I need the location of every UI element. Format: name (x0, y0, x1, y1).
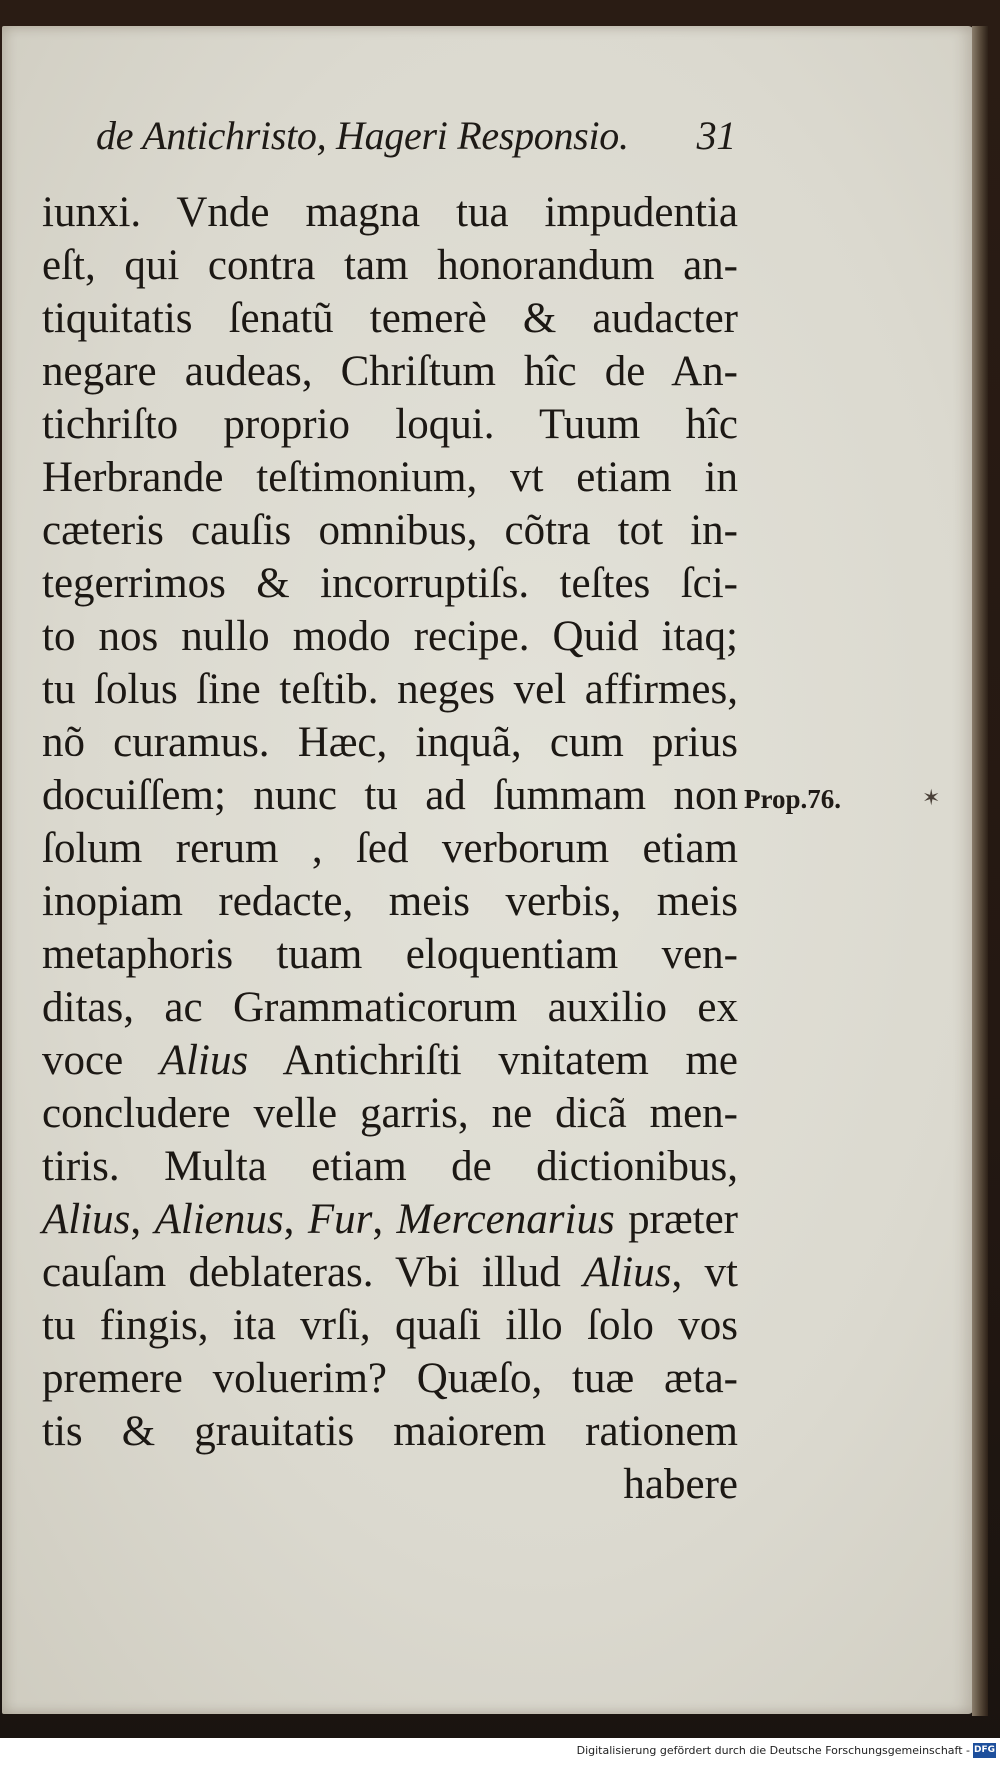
text-segment: , (372, 1196, 397, 1243)
text-line (42, 822, 738, 875)
text-segment: negare audeas, Chriſtum hîc de An- (42, 348, 738, 395)
text-line (42, 186, 738, 239)
body-text (42, 186, 738, 1511)
text-line (42, 981, 738, 1034)
text-segment: , (130, 1196, 155, 1243)
digitization-credit: Digitalisierung gefördert durch die Deutsche Forschungsgemeinschaft - (576, 1744, 970, 1757)
text-line (42, 1405, 738, 1458)
text-segment: to nos nullo modo recipe. Quid itaq; (42, 613, 738, 660)
text-line (42, 1034, 738, 1087)
text-segment: premere voluerim? Quæſo, tuæ æta- (42, 1355, 738, 1402)
text-segment: Antichriſti vnitatem me (248, 1037, 738, 1084)
text-segment: tichriſto proprio loqui. Tuum hîc (42, 401, 738, 448)
italic-word: Alius (159, 1037, 249, 1084)
text-line (42, 345, 738, 398)
text-segment: ſolum rerum , ſed verborum etiam (42, 825, 738, 872)
text-line (42, 1246, 738, 1299)
text-line (42, 769, 738, 822)
page-edge (972, 26, 988, 1716)
text-line (42, 557, 738, 610)
footer-bar (0, 1738, 1000, 1767)
italic-word: Alienus (154, 1196, 284, 1243)
italic-word: Mercenarius (396, 1196, 615, 1243)
text-segment: voce (42, 1037, 160, 1084)
text-line (42, 1458, 738, 1511)
text-line (42, 1352, 738, 1405)
text-line (42, 716, 738, 769)
text-segment: inopiam redacte, meis verbis, meis (42, 878, 738, 925)
text-line (42, 398, 738, 451)
text-segment: eſt, qui contra tam honorandum an- (42, 242, 738, 289)
page-number: 31 (696, 113, 736, 158)
text-line (42, 610, 738, 663)
text-segment: ditas, ac Grammaticorum auxilio ex (42, 984, 738, 1031)
text-line (42, 928, 738, 981)
text-line (42, 1140, 738, 1193)
text-line (42, 875, 738, 928)
text-segment: præter (614, 1196, 739, 1243)
text-segment: tegerrimos & incorruptiſs. teſtes ſci- (42, 560, 738, 607)
text-line (42, 292, 738, 345)
margin-note: Prop.76. (744, 784, 842, 814)
text-segment: docuiſſem; nunc tu ad ſummam non (42, 772, 738, 819)
text-segment: metaphoris tuam eloquentiam ven- (42, 931, 738, 978)
text-segment: cauſam deblateras. Vbi illud (42, 1249, 584, 1296)
text-segment: nõ curamus. Hæc, inquã, cum prius (42, 719, 738, 766)
text-segment: cæteris cauſis omnibus, cõtra tot in- (42, 507, 738, 554)
text-line (42, 1193, 738, 1246)
text-segment: , vt (671, 1249, 738, 1296)
text-segment: , (283, 1196, 308, 1243)
text-segment: tiquitatis ſenatũ temerè & audacter (42, 295, 738, 342)
text-line (42, 1299, 738, 1352)
text-segment: iunxi. Vnde magna tua impudentia (42, 189, 738, 236)
text-segment: tu ſolus ſine teſtib. neges vel affirmes, (42, 666, 738, 713)
dfg-logo: DFG (973, 1743, 996, 1758)
running-header (96, 112, 736, 172)
text-segment: habere (623, 1461, 738, 1508)
text-line (42, 663, 738, 716)
italic-word: Alius (42, 1196, 131, 1243)
text-line (42, 239, 738, 292)
text-segment: concludere velle garris, ne dicã men- (42, 1090, 738, 1137)
text-segment: tu fingis, ita vrſi, quaſi illo ſolo vos (42, 1302, 738, 1349)
text-segment: tis & grauitatis maiorem rationem (42, 1408, 738, 1455)
text-line (42, 451, 738, 504)
text-segment: Herbrande teſtimonium, vt etiam in (42, 454, 738, 501)
margin-mark: ✶ (922, 786, 941, 811)
italic-word: Alius (583, 1249, 672, 1296)
text-line (42, 1087, 738, 1140)
text-segment: tiris. Multa etiam de dictionibus, (42, 1143, 738, 1190)
text-line (42, 504, 738, 557)
running-title: de Antichristo, Hageri Responsio. (96, 113, 629, 158)
italic-word: Fur (307, 1196, 373, 1243)
